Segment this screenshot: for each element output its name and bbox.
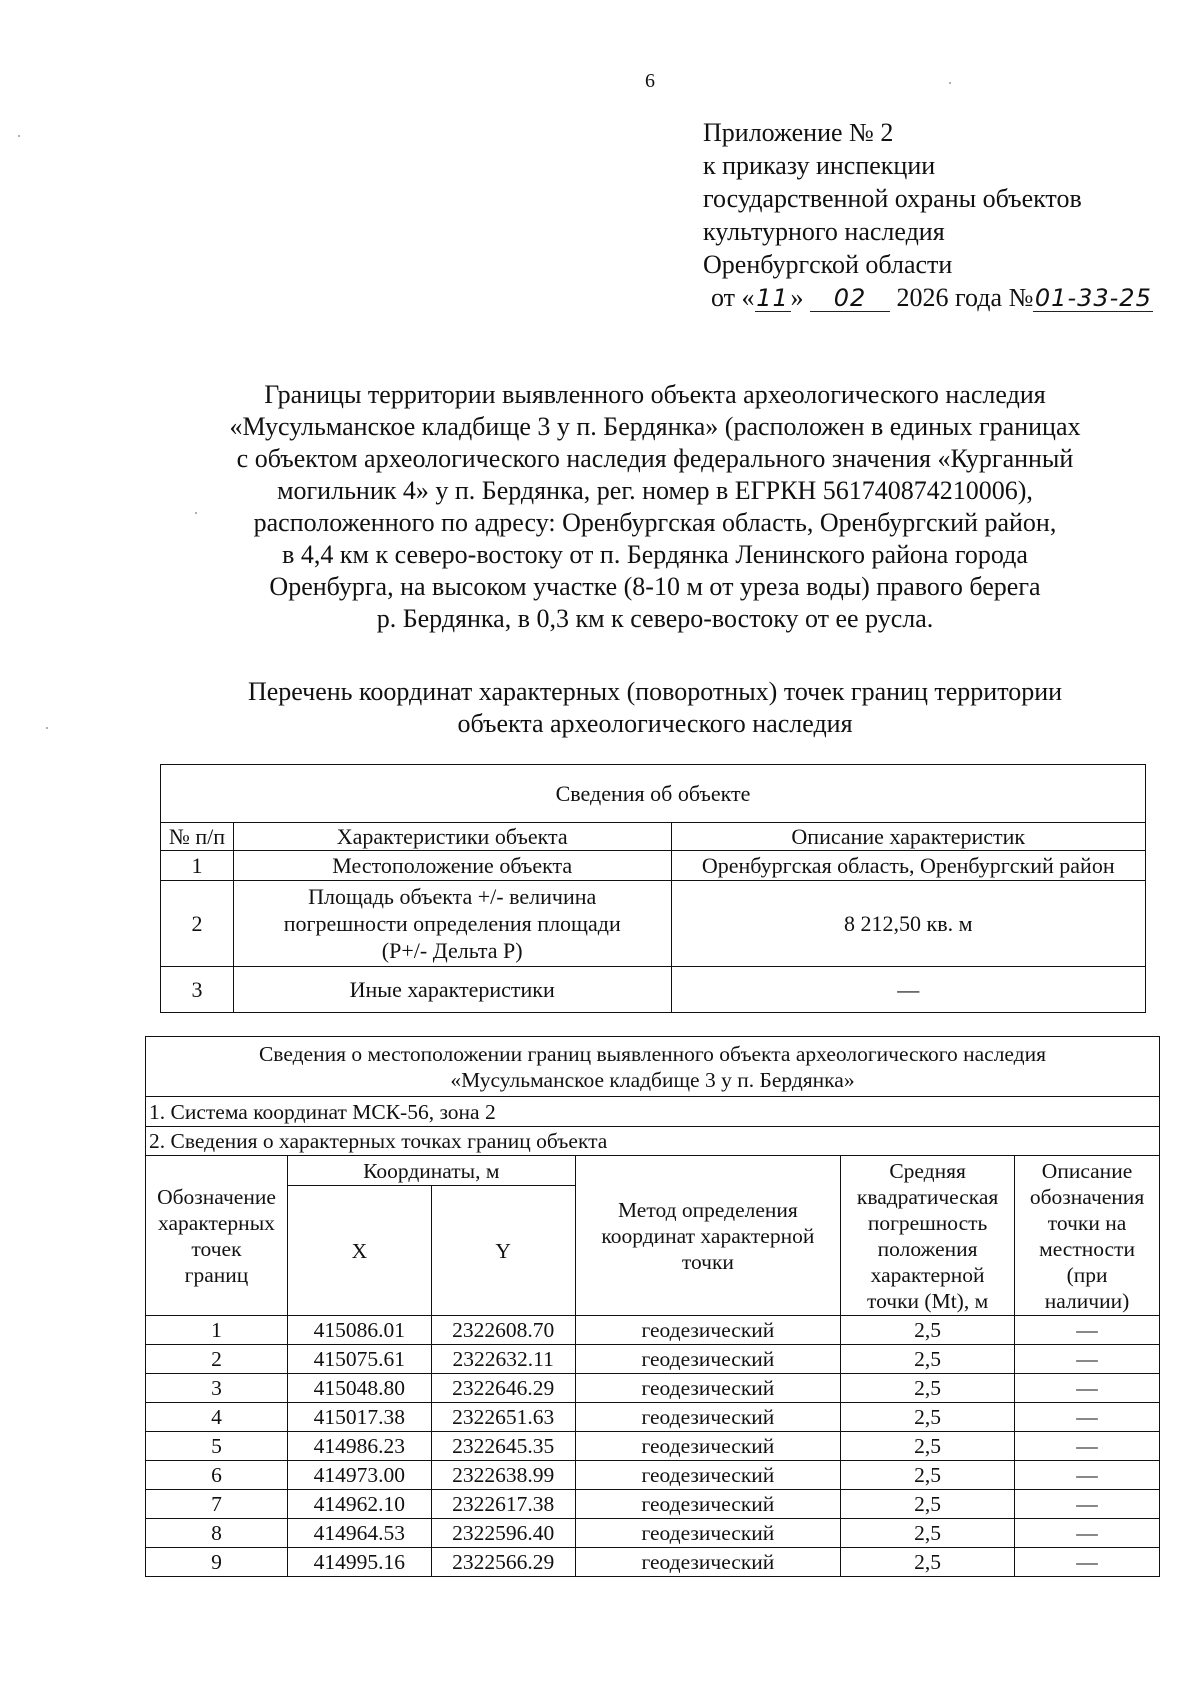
appendix-block bbox=[703, 116, 1153, 314]
cell-mt: 2,5 bbox=[841, 1316, 1015, 1345]
date-day: 11 bbox=[756, 284, 789, 312]
cell-x: 415075.61 bbox=[287, 1345, 431, 1374]
boundary-table-title bbox=[146, 1037, 1160, 1097]
scan-speck bbox=[46, 727, 48, 729]
cell-x: 415017.38 bbox=[287, 1403, 431, 1432]
header-x: X bbox=[287, 1186, 431, 1316]
cell-desc: — bbox=[1015, 1519, 1160, 1548]
heading-line: «Мусульманское кладбище 3 у п. Бердянка» (расположен в единых границах bbox=[229, 412, 1081, 441]
cell-mt: 2,5 bbox=[841, 1432, 1015, 1461]
header-description: Описание характеристик bbox=[671, 823, 1146, 851]
cell-mt: 2,5 bbox=[841, 1461, 1015, 1490]
header-error bbox=[841, 1156, 1015, 1316]
points-info-row: 2. Сведения о характерных точках границ объекта bbox=[146, 1127, 1160, 1156]
cell-point: 3 bbox=[146, 1374, 288, 1403]
cell-point: 2 bbox=[146, 1345, 288, 1374]
cell-x: 415048.80 bbox=[287, 1374, 431, 1403]
title-line: Сведения о местоположении границ выявленного объекта археологического наследия bbox=[258, 1041, 1047, 1066]
cell-desc: — bbox=[1015, 1432, 1160, 1461]
cell-method: геодезический bbox=[575, 1432, 841, 1461]
header-line: погрешность bbox=[867, 1210, 988, 1235]
header-characteristic: Характеристики объекта bbox=[233, 823, 671, 851]
date-prefix: от « bbox=[711, 283, 755, 312]
cell-point: 5 bbox=[146, 1432, 288, 1461]
cell-desc: — bbox=[1015, 1345, 1160, 1374]
cell-y: 2322596.40 bbox=[431, 1519, 575, 1548]
appendix-line: к приказу инспекции bbox=[703, 151, 936, 180]
header-line: местности bbox=[1039, 1236, 1135, 1261]
cell-line: погрешности определения площади bbox=[283, 911, 621, 936]
cell-y: 2322632.11 bbox=[431, 1345, 575, 1374]
object-info-table bbox=[160, 764, 1146, 1013]
header-line: наличии) bbox=[1044, 1288, 1130, 1313]
heading-line: расположенного по адресу: Оренбургская область, Оренбургский район, bbox=[253, 508, 1057, 537]
table-row bbox=[161, 881, 1146, 967]
header-line: квадратическая bbox=[856, 1184, 999, 1209]
cell-point: 4 bbox=[146, 1403, 288, 1432]
appendix-line: культурного наследия bbox=[703, 217, 945, 246]
header-line: характерных bbox=[158, 1210, 275, 1235]
appendix-line: государственной охраны объектов bbox=[703, 184, 1082, 213]
cell-point: 8 bbox=[146, 1519, 288, 1548]
subheading-line: Перечень координат характерных (поворотных) точек границ территории bbox=[247, 677, 1063, 706]
cell-mt: 2,5 bbox=[841, 1519, 1015, 1548]
appendix-line: Оренбургской области bbox=[703, 250, 953, 279]
row-num: 2 bbox=[161, 881, 234, 967]
document-heading bbox=[140, 379, 1170, 635]
table-row bbox=[146, 1519, 1160, 1548]
header-coordinates: Координаты, м bbox=[287, 1156, 575, 1186]
header-line: точки на bbox=[1047, 1210, 1127, 1235]
row-characteristic bbox=[233, 881, 671, 967]
heading-line: р. Бердянка, в 0,3 км к северо-востоку от ее русла. bbox=[376, 604, 934, 633]
header-line: границ bbox=[184, 1262, 249, 1287]
header-line: Средняя bbox=[889, 1158, 966, 1183]
cell-method: геодезический bbox=[575, 1548, 841, 1577]
cell-line: Площадь объекта +/- величина bbox=[308, 884, 597, 909]
title-line: «Мусульманское кладбище 3 у п. Бердянка» bbox=[450, 1067, 855, 1092]
header-line: Метод определения bbox=[617, 1197, 798, 1222]
header-line: Описание bbox=[1041, 1158, 1133, 1183]
cell-desc: — bbox=[1015, 1403, 1160, 1432]
heading-line: с объектом археологического наследия федерального значения «Курганный bbox=[236, 444, 1074, 473]
row-characteristic: Местоположение объекта bbox=[233, 851, 671, 881]
scan-speck bbox=[949, 82, 951, 84]
table-row bbox=[146, 1432, 1160, 1461]
heading-line: в 4,4 км к северо-востоку от п. Бердянка Ленинского района города bbox=[282, 540, 1028, 569]
coordinates-list-title bbox=[140, 676, 1170, 740]
cell-method: геодезический bbox=[575, 1403, 841, 1432]
object-table-title: Сведения об объекте bbox=[161, 765, 1146, 823]
cell-desc: — bbox=[1015, 1548, 1160, 1577]
table-row bbox=[146, 1345, 1160, 1374]
table-row bbox=[161, 851, 1146, 881]
order-number: 01-33-25 bbox=[1034, 284, 1152, 312]
row-num: 1 bbox=[161, 851, 234, 881]
cell-desc: — bbox=[1015, 1461, 1160, 1490]
cell-mt: 2,5 bbox=[841, 1403, 1015, 1432]
cell-y: 2322651.63 bbox=[431, 1403, 575, 1432]
heading-line: Границы территории выявленного объекта археологического наследия bbox=[264, 380, 1046, 409]
table-row bbox=[161, 967, 1146, 1013]
header-line: точки (Mt), м bbox=[866, 1288, 989, 1313]
cell-mt: 2,5 bbox=[841, 1345, 1015, 1374]
cell-y: 2322608.70 bbox=[431, 1316, 575, 1345]
cell-line: (Р+/- Дельта Р) bbox=[381, 938, 523, 963]
table-row bbox=[146, 1403, 1160, 1432]
cell-point: 9 bbox=[146, 1548, 288, 1577]
header-line: координат характерной bbox=[601, 1223, 815, 1248]
cell-mt: 2,5 bbox=[841, 1490, 1015, 1519]
heading-line: Оренбурга, на высоком участке (8-10 м от уреза воды) правого берега bbox=[269, 572, 1041, 601]
header-line: (при bbox=[1066, 1262, 1108, 1287]
appendix-line: Приложение № 2 bbox=[703, 118, 894, 147]
table-row bbox=[146, 1374, 1160, 1403]
date-year-text: 2026 года № bbox=[896, 283, 1034, 312]
cell-point: 1 bbox=[146, 1316, 288, 1345]
row-description: Оренбургская область, Оренбургский район bbox=[671, 851, 1146, 881]
cell-x: 414986.23 bbox=[287, 1432, 431, 1461]
cell-y: 2322617.38 bbox=[431, 1490, 575, 1519]
cell-x: 414964.53 bbox=[287, 1519, 431, 1548]
subheading-line: объекта археологического наследия bbox=[457, 709, 853, 738]
cell-method: геодезический bbox=[575, 1374, 841, 1403]
date-mid: » bbox=[790, 283, 804, 312]
cell-point: 6 bbox=[146, 1461, 288, 1490]
cell-x: 414973.00 bbox=[287, 1461, 431, 1490]
header-y: Y bbox=[431, 1186, 575, 1316]
table-row bbox=[146, 1461, 1160, 1490]
header-point bbox=[146, 1156, 288, 1316]
scan-speck bbox=[18, 135, 20, 137]
heading-line: могильник 4» у п. Бердянка, рег. номер в ЕГРКН 561740874210006), bbox=[277, 476, 1033, 505]
boundary-coordinates-table bbox=[145, 1036, 1160, 1577]
cell-method: геодезический bbox=[575, 1345, 841, 1374]
header-line: точек bbox=[191, 1236, 242, 1261]
header-line: Обозначение bbox=[157, 1184, 276, 1209]
cell-desc: — bbox=[1015, 1490, 1160, 1519]
table-row bbox=[146, 1548, 1160, 1577]
cell-method: геодезический bbox=[575, 1461, 841, 1490]
cell-y: 2322646.29 bbox=[431, 1374, 575, 1403]
scan-speck bbox=[195, 512, 197, 514]
coordinate-system-row: 1. Система координат МСК-56, зона 2 bbox=[146, 1097, 1160, 1127]
table-row bbox=[146, 1316, 1160, 1345]
cell-method: геодезический bbox=[575, 1519, 841, 1548]
cell-mt: 2,5 bbox=[841, 1548, 1015, 1577]
row-description: 8 212,50 кв. м bbox=[671, 881, 1146, 967]
page-number: 6 bbox=[645, 70, 655, 92]
cell-desc: — bbox=[1015, 1316, 1160, 1345]
header-line: положения bbox=[877, 1236, 978, 1261]
cell-method: геодезический bbox=[575, 1490, 841, 1519]
cell-x: 415086.01 bbox=[287, 1316, 431, 1345]
header-num: № п/п bbox=[161, 823, 234, 851]
header-line: точки bbox=[681, 1249, 734, 1274]
cell-desc: — bbox=[1015, 1374, 1160, 1403]
row-description: — bbox=[671, 967, 1146, 1013]
cell-mt: 2,5 bbox=[841, 1374, 1015, 1403]
date-month: 02 bbox=[810, 285, 890, 312]
order-date-line bbox=[711, 281, 1153, 314]
row-characteristic: Иные характеристики bbox=[233, 967, 671, 1013]
cell-y: 2322645.35 bbox=[431, 1432, 575, 1461]
cell-y: 2322566.29 bbox=[431, 1548, 575, 1577]
row-num: 3 bbox=[161, 967, 234, 1013]
cell-x: 414995.16 bbox=[287, 1548, 431, 1577]
cell-y: 2322638.99 bbox=[431, 1461, 575, 1490]
header-line: обозначения bbox=[1029, 1184, 1145, 1209]
header-line: характерной bbox=[870, 1262, 985, 1287]
cell-point: 7 bbox=[146, 1490, 288, 1519]
table-row bbox=[146, 1490, 1160, 1519]
cell-x: 414962.10 bbox=[287, 1490, 431, 1519]
header-method bbox=[575, 1156, 841, 1316]
header-description bbox=[1015, 1156, 1160, 1316]
cell-method: геодезический bbox=[575, 1316, 841, 1345]
